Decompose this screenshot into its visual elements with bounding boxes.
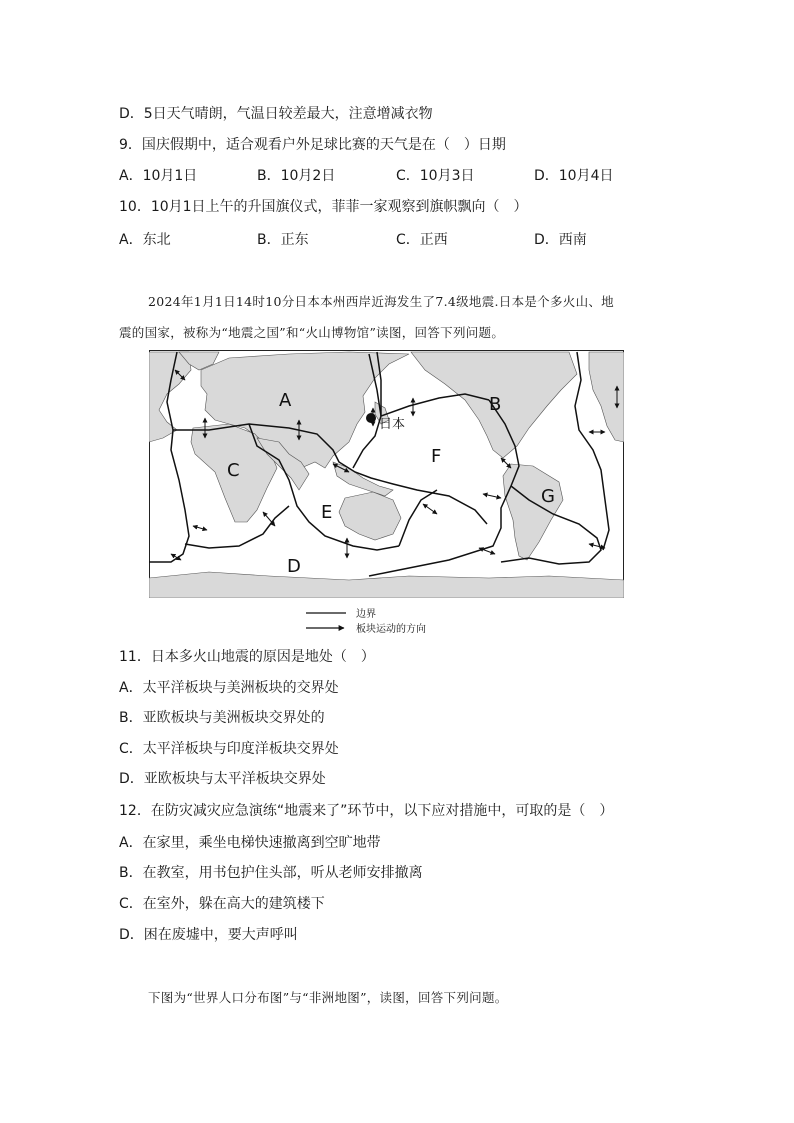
q12-option-a: A．在家里，乘坐电梯快速撤离到空旷地带 — [119, 835, 381, 851]
legend-direction-label: 板块运动的方向 — [356, 624, 426, 635]
plate-label-e: E — [321, 502, 333, 523]
plate-label-d: D — [287, 556, 301, 577]
population-intro: 下图为“世界人口分布图”与“非洲地图”，读图，回答下列问题。 — [148, 990, 508, 1005]
q9-stem: 9．国庆假期中，适合观看户外足球比赛的天气是在（ ）日期 — [119, 137, 506, 153]
q9-option-d: D．10月4日 — [534, 168, 614, 184]
q11-option-a: A．太平洋板块与美洲板块的交界处 — [119, 680, 339, 696]
earthquake-intro-line1: 2024年1月1日14时10分日本本州西岸近海发生了7.4级地震.日本是个多火山、地 — [148, 294, 614, 309]
plate-label-c: C — [227, 460, 240, 481]
q12-option-c: C．在室外，躲在高大的建筑楼下 — [119, 896, 325, 912]
japan-location-dot — [366, 413, 376, 423]
plate-label-b: B — [489, 394, 502, 415]
q9-option-b: B．10月2日 — [257, 168, 336, 184]
q10-option-a: A．东北 — [119, 232, 171, 248]
q11-option-b: B．亚欧板块与美洲板块交界处的 — [119, 710, 325, 726]
earthquake-intro-line2: 震的国家，被称为“地震之国”和“火山博物馆”读图，回答下列问题。 — [119, 325, 505, 340]
q9-option-c: C．10月3日 — [396, 168, 475, 184]
plate-label-a: A — [279, 390, 292, 411]
q11-option-c: C．太平洋板块与印度洋板块交界处 — [119, 741, 339, 757]
q12-option-d: D．困在废墟中，要大声呼叫 — [119, 927, 298, 943]
q12-option-b: B．在教室，用书包护住头部，听从老师安排撤离 — [119, 865, 423, 881]
q9-option-a: A．10月1日 — [119, 168, 198, 184]
q12-stem: 12．在防灾减灾应急演练“地震来了”环节中，以下应对措施中，可取的是（ ） — [119, 803, 614, 819]
q11-stem: 11．日本多火山地震的原因是地处（ ） — [119, 649, 375, 665]
japan-label: 日本 — [379, 417, 406, 432]
q10-option-b: B．正东 — [257, 232, 309, 248]
q11-option-d: D．亚欧板块与太平洋板块交界处 — [119, 771, 326, 787]
map-legend — [306, 606, 466, 636]
plate-tectonics-map — [149, 350, 624, 598]
legend-boundary-label: 边界 — [356, 609, 376, 620]
q10-option-c: C．正西 — [396, 232, 448, 248]
plate-label-f: F — [431, 446, 442, 467]
q10-option-d: D．西南 — [534, 232, 587, 248]
plate-label-g: G — [541, 486, 555, 507]
q8-option-d: D．5日天气晴朗，气温日较差最大，注意增减衣物 — [119, 106, 433, 122]
q10-stem: 10．10月1日上午的升国旗仪式，菲菲一家观察到旗帜飘向（ ） — [119, 199, 528, 215]
